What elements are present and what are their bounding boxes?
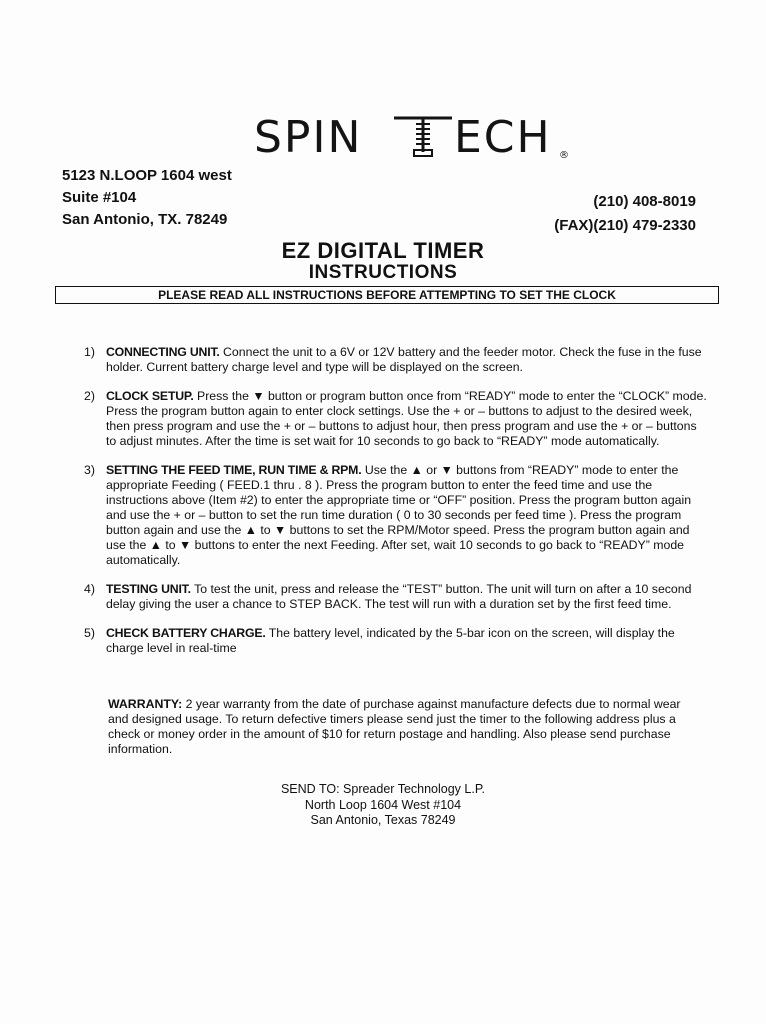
step-heading: SETTING THE FEED TIME, RUN TIME & RPM. xyxy=(106,463,362,477)
fax-number: (FAX)(210) 479-2330 xyxy=(554,217,696,234)
step-heading: CLOCK SETUP. xyxy=(106,389,194,403)
notice-banner: PLEASE READ ALL INSTRUCTIONS BEFORE ATTEMPTING TO SET THE CLOCK xyxy=(55,286,719,304)
address-line-2: Suite #104 xyxy=(62,189,137,206)
step-text: Use the ▲ or ▼ buttons from “READY” mode to enter the appropriate Feeding ( FEED.1 thru . 8 ). Press the program button to enter the feed time and use the instructions above (Item #2) to enter the appropriate time or “OFF” position. Press the program button again and use the + or – button to set the run time duration ( 0 to 30 seconds per feed time ). Press the program button again and use the ▲ to ▼ buttons to set the RPM/Motor speed. Press the program button again and use the ▲ to ▼ buttons to enter the next Feeding. After set, wait 10 seconds to go back to “READY” mode automatically. xyxy=(106,463,692,567)
instruction-step xyxy=(84,345,710,375)
step-number: 2) xyxy=(84,389,95,403)
logo-spinner-icon xyxy=(394,118,452,156)
warranty-paragraph xyxy=(108,697,696,757)
document-title: EZ DIGITAL TIMER xyxy=(281,238,485,263)
company-address xyxy=(62,165,232,231)
address-line-3: San Antonio, TX. 78249 xyxy=(62,211,228,228)
return-address xyxy=(0,782,766,829)
registered-mark: ® xyxy=(559,150,569,161)
instruction-list xyxy=(84,345,710,670)
phone-number: (210) 408-8019 xyxy=(593,193,696,210)
instruction-step xyxy=(84,582,710,612)
return-address-line-1: SEND TO: Spreader Technology L.P. xyxy=(280,782,486,796)
step-heading: CONNECTING UNIT. xyxy=(106,345,220,359)
step-heading: TESTING UNIT. xyxy=(106,582,191,596)
step-text: The battery level, indicated by the 5-bar icon on the screen, will display the charge level in real-time xyxy=(106,626,675,655)
step-number: 5) xyxy=(84,626,95,640)
step-number: 1) xyxy=(84,345,95,359)
instruction-step xyxy=(84,463,710,568)
spintech-logo xyxy=(254,108,584,172)
step-text: Connect the unit to a 6V or 12V battery and the feeder motor. Check the fuse in the fuse holder. Current battery charge level and type will be displayed on the screen. xyxy=(106,345,702,374)
instruction-step xyxy=(84,626,710,656)
contact-numbers xyxy=(554,190,696,238)
logo-text-right: ECH xyxy=(454,112,552,163)
warranty-text: 2 year warranty from the date of purchase against manufacture defects due to normal wear and designed usage. To return defective timers please send just the timer to the following address plus a check or money order in the amount of $10 for return postage and handling. Also please send purchase information. xyxy=(108,697,681,756)
return-address-line-2: North Loop 1604 West #104 xyxy=(304,797,462,812)
step-text: Press the ▼ button or program button once from “READY” mode to enter the “CLOCK” mode. Press the program button again to enter clock settings. Use the + or – buttons to adjust to the desired week, then press program and use the + or – buttons to adjust hour, then press program and use the + or – buttons to adjust minutes. After the time is set wait for 10 seconds to go back to “READY” mode automatically. xyxy=(106,389,707,448)
warranty-heading: WARRANTY: xyxy=(108,697,183,711)
step-number: 3) xyxy=(84,463,95,477)
step-heading: CHECK BATTERY CHARGE. xyxy=(106,626,266,640)
return-address-line-3: San Antonio, Texas 78249 xyxy=(310,813,456,827)
logo-text-left: SPIN xyxy=(254,112,363,163)
document-subtitle: INSTRUCTIONS xyxy=(308,262,458,283)
step-text: To test the unit, press and release the “TEST” button. The unit will turn on after a 10 second delay giving the user a chance to STEP BACK. The test will run with a duration set by the first feed time. xyxy=(106,582,692,611)
step-number: 4) xyxy=(84,582,95,596)
address-line-1: 5123 N.LOOP 1604 west xyxy=(62,167,232,184)
instruction-step xyxy=(84,389,710,449)
